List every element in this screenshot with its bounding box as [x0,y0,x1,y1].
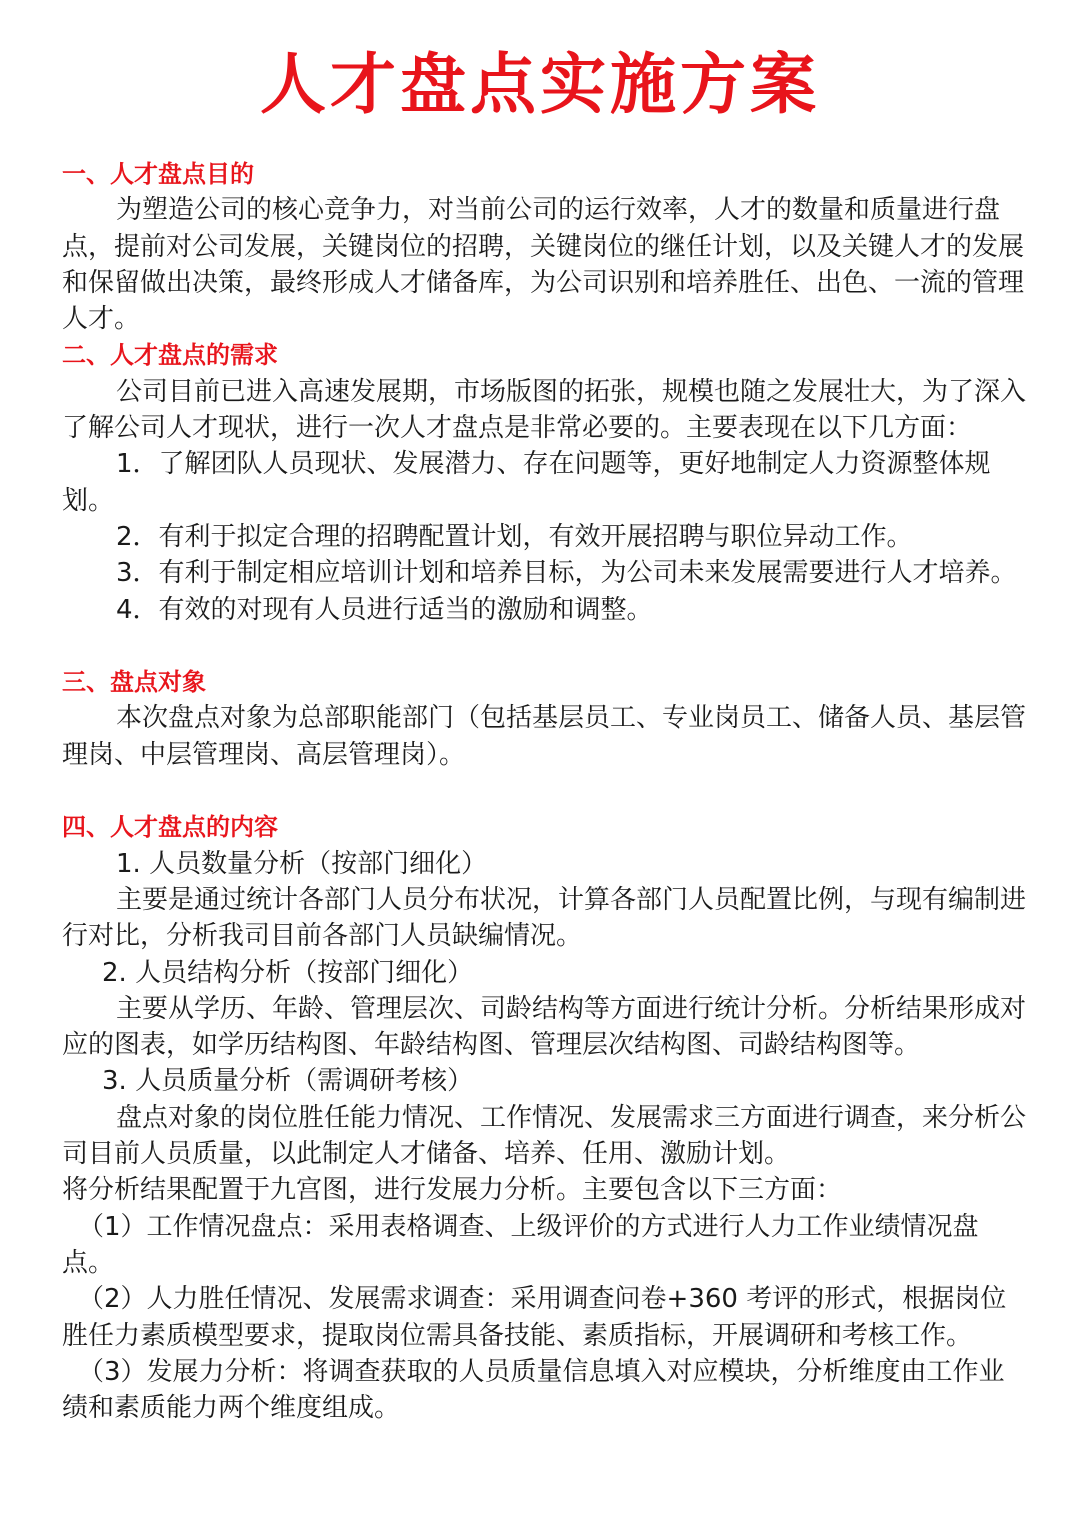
list-item: 3．有利于制定相应培训计划和培养目标，为公司未来发展需要进行人才培养。 [116,558,1017,589]
section-heading-targets: 三、盘点对象 [62,668,206,697]
paragraph: 主要从学历、年龄、管理层次、司龄结构等方面进行统计分析。分析结果形成对应的图表，如学历结构图、年龄结构图、管理层次结构图、司龄结构图等。 [62,993,1027,1061]
section-heading-needs: 二、人才盘点的需求 [62,341,278,370]
paragraph: 公司目前已进入高速发展期，市场版图的拓张，规模也随之发展壮大，为了深入了解公司人才现状，进行一次人才盘点是非常必要的。主要表现在以下几方面： [62,376,1027,444]
subsection-title: 2. 人员结构分析（按部门细化） [102,957,474,988]
paragraph: 为塑造公司的核心竞争力，对当前公司的运行效率，人才的数量和质量进行盘点，提前对公司发展，关键岗位的招聘，关键岗位的继任计划，以及关键人才的发展和保留做出决策，最终形成人才储备库，为公司识别和培养胜任、出色、一流的管理人才。 [62,195,1025,335]
spacer [62,628,1030,664]
subsection-title: 1. 人员数量分析（按部门细化） [116,848,488,879]
paragraph: 盘点对象的岗位胜任能力情况、工作情况、发展需求三方面进行调查，来分析公司目前人员质量，以此制定人才储备、培养、任用、激励计划。 [62,1102,1027,1170]
section-heading-content: 四、人才盘点的内容 [62,813,278,842]
document-title: 人才盘点实施方案 [260,46,820,123]
spacer [62,773,1030,809]
paragraph: 本次盘点对象为总部职能部门（包括基层员工、专业岗员工、储备人员、基层管理岗、中层管理岗、高层管理岗）。 [62,703,1027,770]
list-item: （2）人力胜任情况、发展需求调查：采用调查问卷+360 考评的形式，根据岗位胜任力素质模型要求，提取岗位需具备技能、素质指标，开展调研和考核工作。 [62,1284,1007,1351]
section-heading-purpose: 一、人才盘点目的 [62,160,254,188]
document-body [62,156,1030,1426]
subsection-title: 3. 人员质量分析（需调研考核） [102,1066,474,1097]
list-item: 2．有利于拟定合理的招聘配置计划，有效开展招聘与职位异动工作。 [116,521,913,552]
list-item: （1）工作情况盘点：采用表格调查、上级评价的方式进行人力工作业绩情况盘点。 [62,1211,979,1278]
list-item: 4．有效的对现有人员进行适当的激励和调整。 [116,594,653,625]
list-item: 1．了解团队人员现状、发展潜力、存在问题等，更好地制定人力资源整体规划。 [62,449,991,516]
paragraph: 主要是通过统计各部门人员分布状况，计算各部门人员配置比例，与现有编制进行对比，分析我司目前各部门人员缺编情况。 [62,884,1027,952]
paragraph: 将分析结果配置于九宫图，进行发展力分析。主要包含以下三方面： [62,1175,843,1206]
list-item: （3）发展力分析：将调查获取的人员质量信息填入对应模块，分析维度由工作业绩和素质能力两个维度组成。 [62,1356,1005,1424]
